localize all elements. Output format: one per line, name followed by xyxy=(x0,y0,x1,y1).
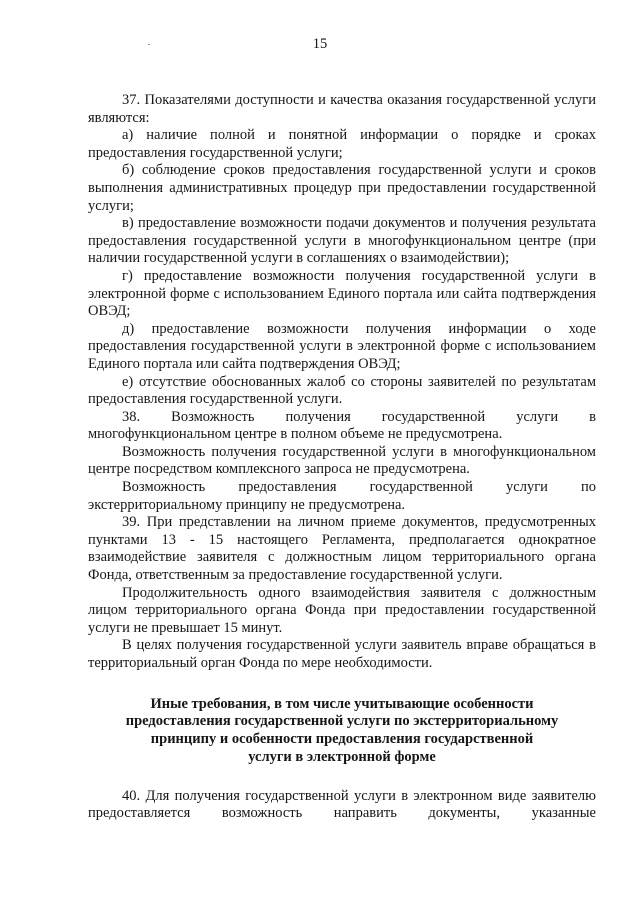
section-heading-line: предоставления государственной услуги по экстерриториальному xyxy=(125,713,559,730)
section-heading-line: принципу и особенности предоставления государственной xyxy=(150,731,534,748)
paragraph-40: 40. Для получения государственной услуги в электронном виде заявителю предоставляется возможность направить документы, указанные xyxy=(88,787,596,822)
paragraph-38: 38. Возможность получения государственной услуги в многофункциональном центре в полном объеме не предусмотрена. xyxy=(88,408,596,443)
paragraph-39-frequency: В целях получения государственной услуги заявитель вправе обращаться в территориальный орган Фонда по мере необходимости. xyxy=(88,637,596,671)
document-body xyxy=(88,92,596,823)
page-number: 15 xyxy=(312,36,328,52)
paragraph-39-duration: Продолжительность одного взаимодействия заявителя с должностным лицом территориального органа Фонда при предоставлении государственной услуги не превышает 15 минут. xyxy=(88,584,596,636)
section-heading-line: услуги в электронной форме xyxy=(248,748,436,765)
section-heading xyxy=(88,696,596,767)
paragraph-39: 39. При представлении на личном приеме документов, предусмотренных пунктами 13 - 15 настоящего Регламента, предполагается однократное взаимодействие заявителя с должностным лицом территориального органа Фонда, ответственным за предоставление государственной услуги. xyxy=(88,514,596,584)
list-item-g: г) предоставление возможности получения государственной услуги в электронной форме с использованием Единого портала или сайта подтверждения ОВЭД; xyxy=(88,267,596,320)
list-item-a: а) наличие полной и понятной информации о порядке и сроках предоставления государственной услуги; xyxy=(88,127,596,161)
list-item-d: д) предоставление возможности получения информации о ходе предоставления государственной услуги в электронной форме с использованием Единого портала или сайта подтверждения ОВЭД; xyxy=(88,320,596,372)
paragraph-38-exterritorial: Возможность предоставления государственной услуги по экстерриториальному принципу не предусмотрена. xyxy=(88,479,596,513)
list-item-b: б) соблюдение сроков предоставления государственной услуги и сроков выполнения административных процедур при предоставлении государственной услуги; xyxy=(88,162,596,214)
list-item-v: в) предоставление возможности подачи документов и получения результата предоставления государственной услуги в многофункциональном центре (при наличии государственной услуги в соглашениях о взаимодействии); xyxy=(88,215,596,267)
list-item-e: е) отсутствие обоснованных жалоб со стороны заявителей по результатам предоставления государственной услуги. xyxy=(88,373,596,408)
section-heading-line: Иные требования, в том числе учитывающие особенности xyxy=(150,695,534,712)
paragraph-38-complex-request: Возможность получения государственной услуги в многофункциональном центре посредством комплексного запроса не предусмотрена. xyxy=(88,443,596,478)
paragraph-37: 37. Показателями доступности и качества оказания государственной услуги являются: xyxy=(88,92,596,126)
